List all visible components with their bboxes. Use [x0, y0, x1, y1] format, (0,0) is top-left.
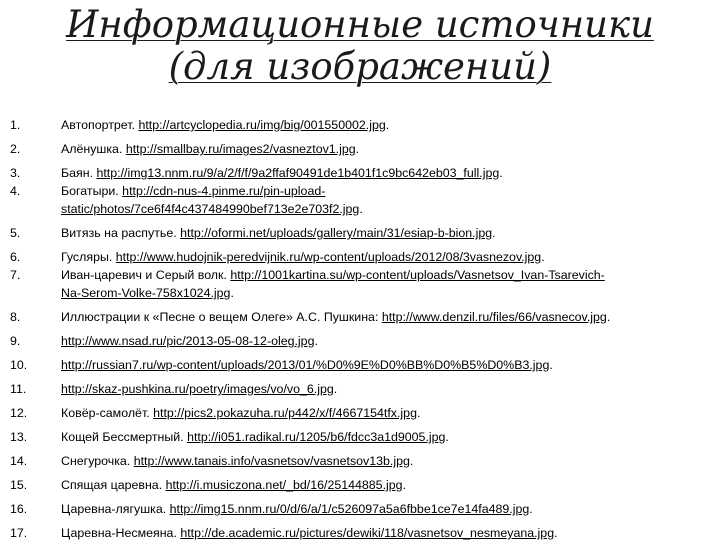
- item-tail: .: [492, 226, 496, 240]
- item-label: Кощей Бессмертный.: [61, 430, 188, 444]
- source-link[interactable]: http://smallbay.ru/images2/vasneztov1.jpg: [125, 142, 356, 156]
- item-number: 17.: [10, 526, 28, 540]
- item-number: 14.: [10, 454, 28, 468]
- list-item: [10, 476, 710, 494]
- list-item: [10, 428, 710, 446]
- item-tail: .: [359, 202, 363, 216]
- list-item: [10, 332, 710, 350]
- list-item: [10, 380, 710, 398]
- item-label: Спящая царевна.: [61, 478, 166, 492]
- item-number: 12.: [10, 406, 28, 420]
- list-item: [10, 452, 710, 470]
- list-item: [10, 524, 710, 542]
- item-label: Иллюстрации к «Песне о вещем Олеге» А.С. Пушкина:: [61, 310, 382, 324]
- source-link[interactable]: http://www.nsad.ru/pic/2013-05-08-12-oleg.jpg: [61, 334, 315, 348]
- list-item: [10, 266, 710, 302]
- item-label: Царевна-Несмеяна.: [61, 526, 181, 540]
- list-item: [10, 404, 710, 422]
- item-label: Баян.: [61, 166, 97, 180]
- source-link[interactable]: http://artcyclopedia.ru/img/big/001550002.jpg: [138, 118, 386, 132]
- item-number: 4.: [10, 184, 21, 198]
- item-tail: .: [541, 250, 545, 264]
- item-tail: .: [355, 142, 360, 156]
- item-tail: .: [554, 526, 558, 540]
- source-link[interactable]: http://www.denzil.ru/files/66/vasnecov.jpg: [381, 310, 607, 324]
- item-tail: .: [416, 406, 421, 420]
- source-link[interactable]: http://img13.nnm.ru/9/a/2/f/f/9a2ffaf90491de1b401f1c9bc642eb03_full.jpg: [96, 166, 500, 180]
- source-link[interactable]: http://oformi.net/uploads/gallery/main/31/esiap-b-bion.jpg: [180, 226, 493, 240]
- item-label: Царевна-лягушка.: [61, 502, 170, 516]
- source-link[interactable]: http://skaz-pushkina.ru/poetry/images/vo/vo_6.jpg: [61, 382, 334, 396]
- item-number: 7.: [10, 268, 21, 282]
- list-item: [10, 182, 710, 218]
- item-label: Иван-царевич и Серый волк.: [61, 268, 231, 282]
- item-tail: .: [549, 358, 553, 372]
- item-number: 13.: [10, 430, 28, 444]
- item-number: 11.: [10, 382, 27, 396]
- list-item: [10, 248, 710, 266]
- page-title: [0, 4, 720, 88]
- list-item: [10, 308, 710, 326]
- source-link[interactable]: http://1001kartina.su/wp-content/uploads/Vasnetsov_Ivan-Tsarevich-: [230, 268, 605, 282]
- source-link[interactable]: http://russian7.ru/wp-content/uploads/2013/01/%D0%9E%D0%BB%D0%B5%D0%B3.jpg: [61, 358, 550, 372]
- list-item: [10, 140, 710, 158]
- item-label: Автопортрет.: [61, 118, 139, 132]
- item-number: 16.: [10, 502, 28, 516]
- source-link-continued[interactable]: static/photos/7ce6f4f4c437484990bef713e2e703f2.jpg: [61, 202, 360, 216]
- item-tail: .: [230, 286, 234, 300]
- item-label: Снегурочка.: [61, 454, 134, 468]
- item-tail: .: [606, 310, 611, 324]
- item-number: 8.: [10, 310, 21, 324]
- list-item: [10, 164, 710, 182]
- item-number: 15.: [10, 478, 28, 492]
- item-tail: .: [445, 430, 449, 444]
- item-label: Алёнушка.: [61, 142, 126, 156]
- title-line-1: Информационные источники: [66, 3, 654, 46]
- item-number: 6.: [10, 250, 21, 264]
- item-number: 3.: [10, 166, 21, 180]
- item-number: 5.: [10, 226, 21, 240]
- item-tail: .: [499, 166, 503, 180]
- item-tail: .: [409, 454, 414, 468]
- source-link[interactable]: http://i.musiczona.net/_bd/16/25144885.jpg: [165, 478, 403, 492]
- item-label: Богатыри.: [61, 184, 123, 198]
- list-item: [10, 500, 710, 518]
- list-item: [10, 356, 710, 374]
- item-number: 2.: [10, 142, 21, 156]
- item-tail: .: [333, 382, 338, 396]
- list-item: [10, 116, 710, 134]
- item-label: Витязь на распутье.: [61, 226, 181, 240]
- source-link[interactable]: http://cdn-nus-4.pinme.ru/pin-upload-: [122, 184, 326, 198]
- title-line-2: (для изображений): [168, 45, 552, 88]
- list-item: [10, 224, 710, 242]
- item-tail: .: [529, 502, 533, 516]
- item-tail: .: [385, 118, 390, 132]
- source-link[interactable]: http://www.hudojnik-peredvijnik.ru/wp-content/uploads/2012/08/3vasnezov.jpg: [115, 250, 542, 264]
- item-label: Гусляры.: [61, 250, 116, 264]
- sources-list: [10, 116, 710, 542]
- item-number: 9.: [10, 334, 21, 348]
- source-link[interactable]: http://img15.nnm.ru/0/d/6/a/1/c526097a5a6fbbe1ce7e14fa489.jpg: [169, 502, 530, 516]
- item-tail: .: [402, 478, 407, 492]
- item-label: Ковёр-самолёт.: [61, 406, 154, 420]
- item-tail: .: [314, 334, 318, 348]
- source-link[interactable]: http://pics2.pokazuha.ru/p442/x/f/4667154tfx.jpg: [153, 406, 417, 420]
- source-link[interactable]: http://i051.radikal.ru/1205/b6/fdcc3a1d9005.jpg: [187, 430, 446, 444]
- source-link[interactable]: http://de.academic.ru/pictures/dewiki/118/vasnetsov_nesmeyana.jpg: [180, 526, 555, 540]
- item-number: 10.: [10, 358, 28, 372]
- item-number: 1.: [10, 118, 21, 132]
- source-link[interactable]: http://www.tanais.info/vasnetsov/vasnetsov13b.jpg: [133, 454, 410, 468]
- source-link-continued[interactable]: Na-Serom-Volke-758x1024.jpg: [61, 286, 231, 300]
